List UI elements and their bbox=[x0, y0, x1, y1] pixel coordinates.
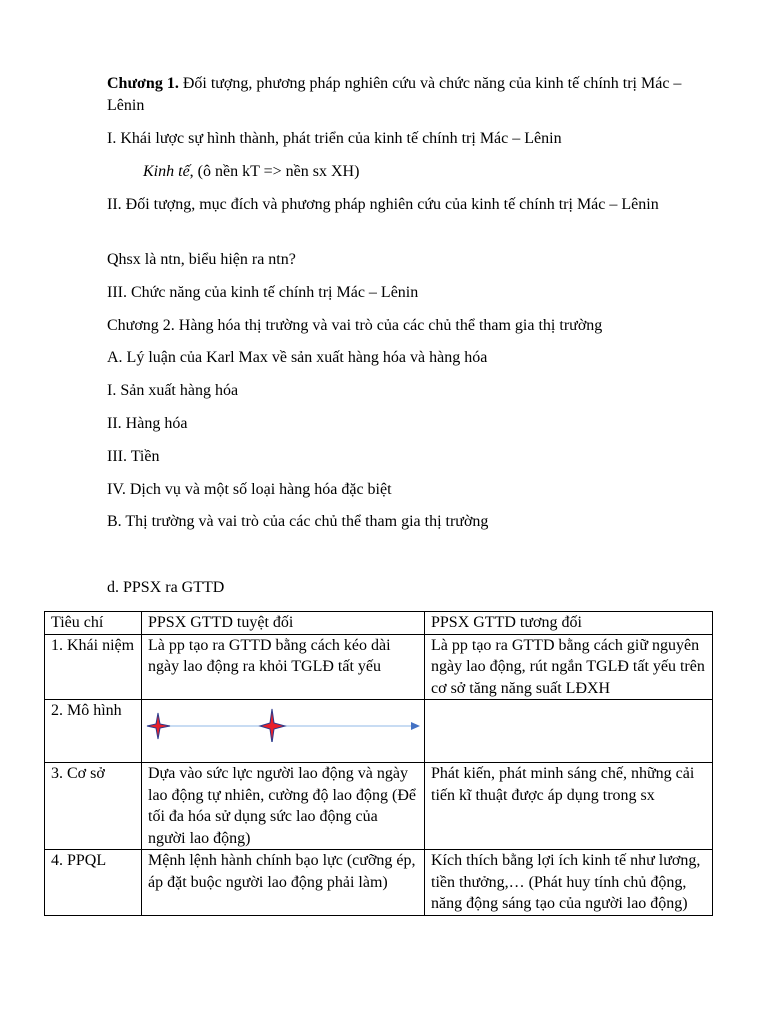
chapter-1-lead: Chương 1. bbox=[107, 75, 179, 92]
chapter-1-heading bbox=[107, 73, 707, 117]
section-ii: II. Đối tượng, mục đích và phương pháp nghiên cứu của kinh tế chính trị Mác – Lênin bbox=[107, 196, 659, 213]
table-row bbox=[45, 634, 713, 700]
section-a: A. Lý luận của Karl Max về sản xuất hàng hóa và hàng hóa bbox=[107, 349, 488, 366]
row-1-relative: Là pp tạo ra GTTD bằng cách giữ nguyên ngày lao động, rút ngắn TGLĐ tất yếu trên cơ sở tăng năng suất LĐXH bbox=[425, 634, 713, 700]
row-4-relative: Kích thích bằng lợi ích kinh tế như lương, tiền thưởng,… (Phát huy tính chủ động, năng động sáng tạo của người lao động) bbox=[425, 850, 713, 916]
header-criteria: Tiêu chí bbox=[45, 612, 142, 635]
row-3-relative: Phát kiến, phát minh sáng chế, những cải tiến kĩ thuật được áp dụng trong sx bbox=[425, 763, 713, 850]
chapter-2-heading: Chương 2. Hàng hóa thị trường và vai trò của các chủ thể tham gia thị trường bbox=[107, 317, 603, 334]
row-2-criteria: 2. Mô hình bbox=[45, 700, 142, 763]
section-iii: III. Chức năng của kinh tế chính trị Mác – Lênin bbox=[107, 284, 419, 301]
header-relative: PPSX GTTD tương đối bbox=[425, 612, 713, 635]
working-day-arrow-head bbox=[411, 722, 420, 730]
row-3-absolute: Dựa vào sức lực người lao động và ngày lao động tự nhiên, cường độ lao động (Để tối đa hóa sử dụng sức lao động của người lao động) bbox=[142, 763, 425, 850]
row-4-criteria: 4. PPQL bbox=[45, 850, 142, 916]
subsection-iv: IV. Dịch vụ và một số loại hàng hóa đặc biệt bbox=[107, 481, 392, 498]
start-star-marker bbox=[147, 713, 170, 739]
question-qhsx: Qhsx là ntn, biểu hiện ra ntn? bbox=[107, 251, 296, 268]
header-absolute: PPSX GTTD tuyệt đối bbox=[142, 612, 425, 635]
row-1-criteria: 1. Khái niệm bbox=[45, 634, 142, 700]
subsection-iii: III. Tiền bbox=[107, 448, 160, 465]
row-1-absolute: Là pp tạo ra GTTD bằng cách kéo dài ngày lao động ra khỏi TGLĐ tất yếu bbox=[142, 634, 425, 700]
table-header-row bbox=[45, 612, 713, 635]
table-caption: d. PPSX ra GTTD bbox=[107, 579, 225, 596]
subsection-ii: II. Hàng hóa bbox=[107, 415, 188, 432]
table-row bbox=[45, 763, 713, 850]
section-i: I. Khái lược sự hình thành, phát triển của kinh tế chính trị Mác – Lênin bbox=[107, 130, 562, 147]
row-4-absolute: Mệnh lệnh hành chính bạo lực (cưỡng ép, áp đặt buộc người lao động phải làm) bbox=[142, 850, 425, 916]
ppsx-comparison-table bbox=[44, 611, 713, 916]
table-row bbox=[45, 700, 713, 763]
section-b: B. Thị trường và vai trò của các chủ thể tham gia thị trường bbox=[107, 513, 489, 530]
row-2-relative-model bbox=[425, 700, 713, 763]
chapter-1-title: Đối tượng, phương pháp nghiên cứu và chức năng của kinh tế chính trị Mác – Lênin bbox=[107, 75, 682, 114]
note-kinh-te-term: Kinh tế bbox=[143, 163, 190, 180]
table-row bbox=[45, 850, 713, 916]
working-day-model-diagram bbox=[144, 702, 424, 742]
note-kinh-te-rest: , (ô nền kT => nền sx XH) bbox=[189, 163, 360, 180]
row-2-absolute-model bbox=[142, 700, 425, 763]
middle-star-marker bbox=[260, 709, 285, 742]
row-3-criteria: 3. Cơ sở bbox=[45, 763, 142, 850]
subsection-i: I. Sản xuất hàng hóa bbox=[107, 382, 239, 399]
note-kinh-te bbox=[143, 161, 743, 183]
